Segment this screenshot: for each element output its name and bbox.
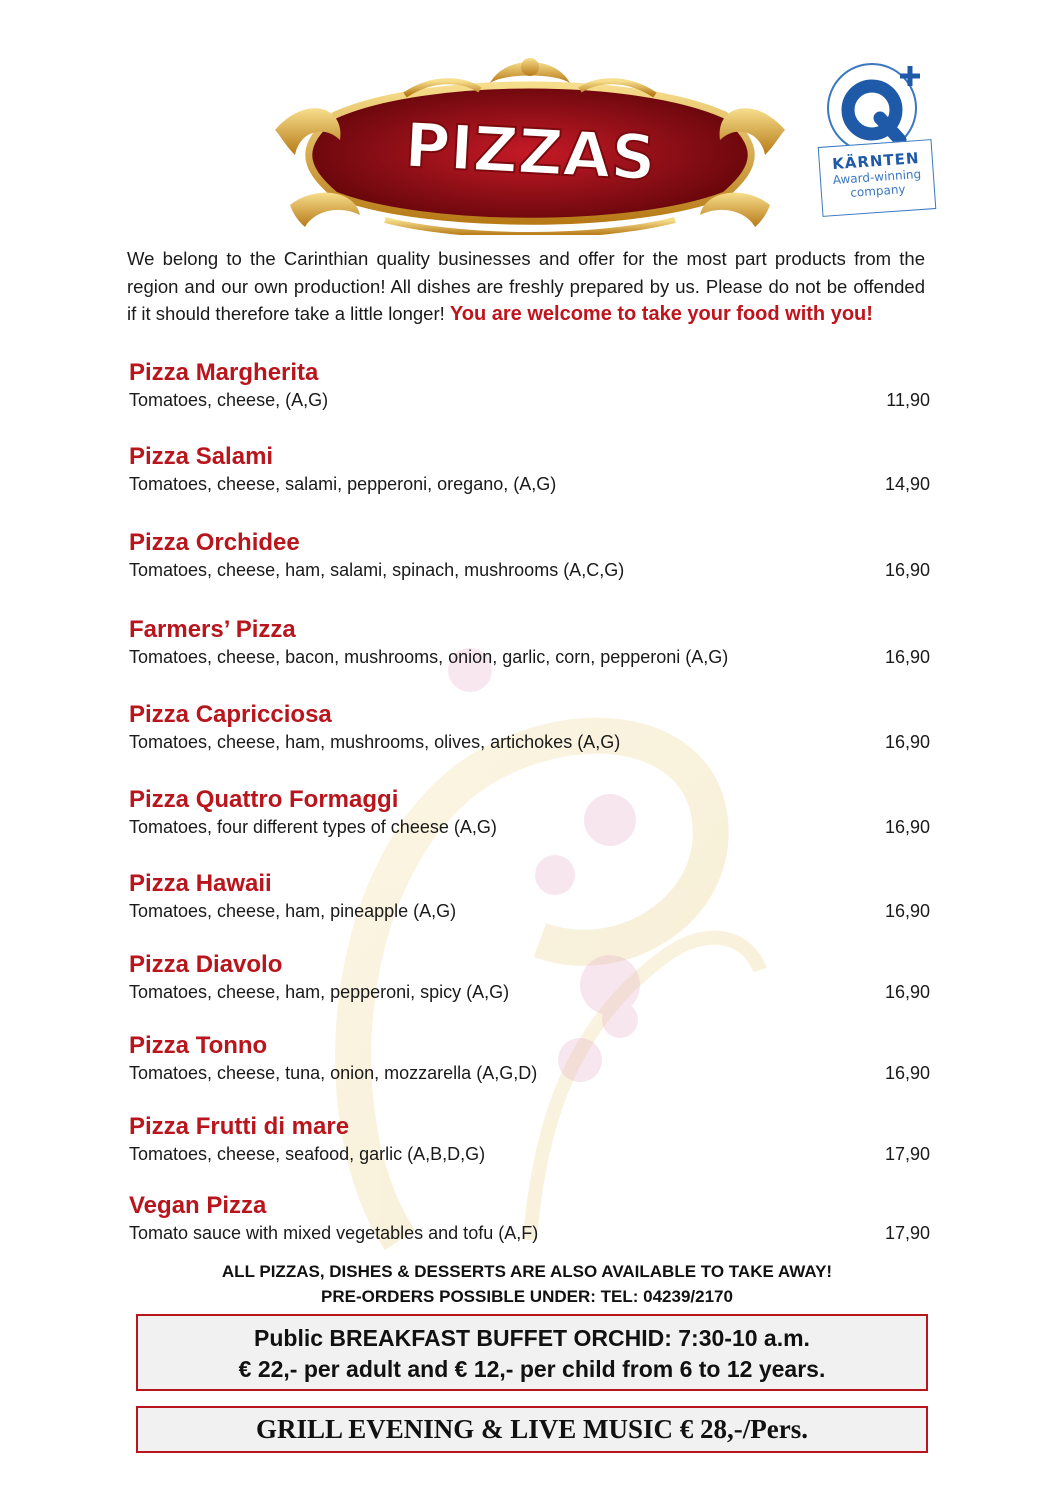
menu-item-name: Pizza Diavolo	[129, 951, 283, 978]
menu-item-row	[129, 558, 930, 582]
menu-item-name: Pizza Capricciosa	[129, 701, 332, 728]
award-label	[818, 139, 937, 217]
takeaway-line-2: PRE-ORDERS POSSIBLE UNDER: TEL: 04239/2170	[321, 1287, 733, 1306]
menu-item-name: Vegan Pizza	[129, 1192, 267, 1219]
menu-item-description: Tomatoes, cheese, tuna, onion, mozzarella (A,G,D)	[129, 1063, 538, 1083]
menu-item-price: 16,90	[884, 817, 930, 837]
menu-item	[129, 528, 930, 582]
menu-item-price: 16,90	[884, 901, 930, 921]
menu-item	[129, 1031, 930, 1085]
menu-item	[129, 1112, 930, 1166]
menu-item	[129, 1191, 930, 1245]
menu-item-description: Tomatoes, cheese, ham, salami, spinach, mushrooms (A,C,G)	[129, 560, 625, 580]
menu-item-description: Tomatoes, cheese, salami, pepperoni, oregano, (A,G)	[129, 474, 557, 494]
menu-item-price: 17,90	[884, 1144, 930, 1164]
menu-item-row	[129, 1061, 930, 1085]
menu-item-row	[129, 388, 930, 412]
menu-item-description: Tomatoes, four different types of cheese (A,G)	[129, 817, 497, 837]
quality-badge	[812, 58, 942, 218]
menu-item	[129, 615, 930, 669]
menu-item	[129, 950, 930, 1004]
takeaway-line-1: ALL PIZZAS, DISHES & DESSERTS ARE ALSO AVAILABLE TO TAKE AWAY!	[221, 1262, 833, 1281]
menu-item-price: 16,90	[884, 1063, 930, 1083]
intro-paragraph	[127, 245, 925, 329]
pizzas-banner	[265, 55, 795, 235]
menu-item-price: 16,90	[884, 647, 930, 667]
menu-item-name: Farmers’ Pizza	[129, 616, 296, 643]
menu-item-price: 16,90	[884, 732, 930, 752]
breakfast-line-1: Public BREAKFAST BUFFET ORCHID: 7:30-10 a.m.	[254, 1325, 810, 1351]
menu-item-description: Tomatoes, cheese, seafood, garlic (A,B,D,G)	[129, 1144, 486, 1164]
menu-item	[129, 442, 930, 496]
menu-item-name: Pizza Quattro Formaggi	[129, 786, 399, 813]
menu-item-row	[129, 815, 930, 839]
menu-item-row	[129, 645, 930, 669]
menu-item-row	[129, 899, 930, 923]
menu-item-name: Pizza Hawaii	[129, 870, 272, 897]
menu-item-name: Pizza Tonno	[129, 1032, 268, 1059]
takeaway-notice	[127, 1259, 927, 1309]
menu-item-price: 17,90	[884, 1223, 930, 1243]
menu-item-name: Pizza Margherita	[129, 359, 319, 386]
menu-item-name: Pizza Salami	[129, 443, 274, 470]
menu-item-description: Tomatoes, cheese, ham, mushrooms, olives, artichokes (A,G)	[129, 732, 621, 752]
menu-item-price: 14,90	[884, 474, 930, 494]
menu-item-row	[129, 472, 930, 496]
menu-item-description: Tomato sauce with mixed vegetables and tofu (A,F)	[129, 1223, 539, 1243]
menu-item-description: Tomatoes, cheese, (A,G)	[129, 390, 329, 410]
menu-item-price: 16,90	[884, 560, 930, 580]
menu-item-description: Tomatoes, cheese, ham, pepperoni, spicy (A,G)	[129, 982, 510, 1002]
menu-item-row	[129, 730, 930, 754]
menu-item-price: 16,90	[884, 982, 930, 1002]
menu-item-description: Tomatoes, cheese, ham, pineapple (A,G)	[129, 901, 457, 921]
menu-item	[129, 785, 930, 839]
intro-highlight: You are welcome to take your food with you!	[449, 303, 873, 325]
badge-region: KÄRNTEN	[831, 149, 921, 174]
intro-text: We belong to the Carinthian quality businesses and offer for the most part products from the region and our own production! All dishes are freshly prepared by us. Please do not be offended if it should therefore take a little longer!	[127, 248, 925, 324]
menu-item-row	[129, 1142, 930, 1166]
grill-box	[136, 1406, 928, 1453]
grill-text: GRILL EVENING & LIVE MUSIC € 28,-/Pers.	[255, 1414, 809, 1444]
menu-item-price: 11,90	[886, 390, 930, 410]
breakfast-box	[136, 1314, 928, 1391]
menu-item	[129, 869, 930, 923]
menu-item	[129, 358, 930, 412]
baroque-frame	[265, 55, 795, 235]
menu-item-name: Pizza Frutti di mare	[129, 1113, 350, 1140]
badge-line-2: company	[849, 182, 906, 200]
badge-line-1: Award-winning	[832, 166, 922, 188]
menu-item-description: Tomatoes, cheese, bacon, mushrooms, onion, garlic, corn, pepperoni (A,G)	[129, 647, 729, 667]
breakfast-line-2: € 22,- per adult and € 12,- per child from 6 to 12 years.	[238, 1356, 826, 1382]
menu-item-row	[129, 1221, 930, 1245]
menu-item-name: Pizza Orchidee	[129, 529, 300, 556]
menu-item-row	[129, 980, 930, 1004]
menu-item	[129, 700, 930, 754]
banner-title: PIZZAS	[402, 108, 658, 195]
